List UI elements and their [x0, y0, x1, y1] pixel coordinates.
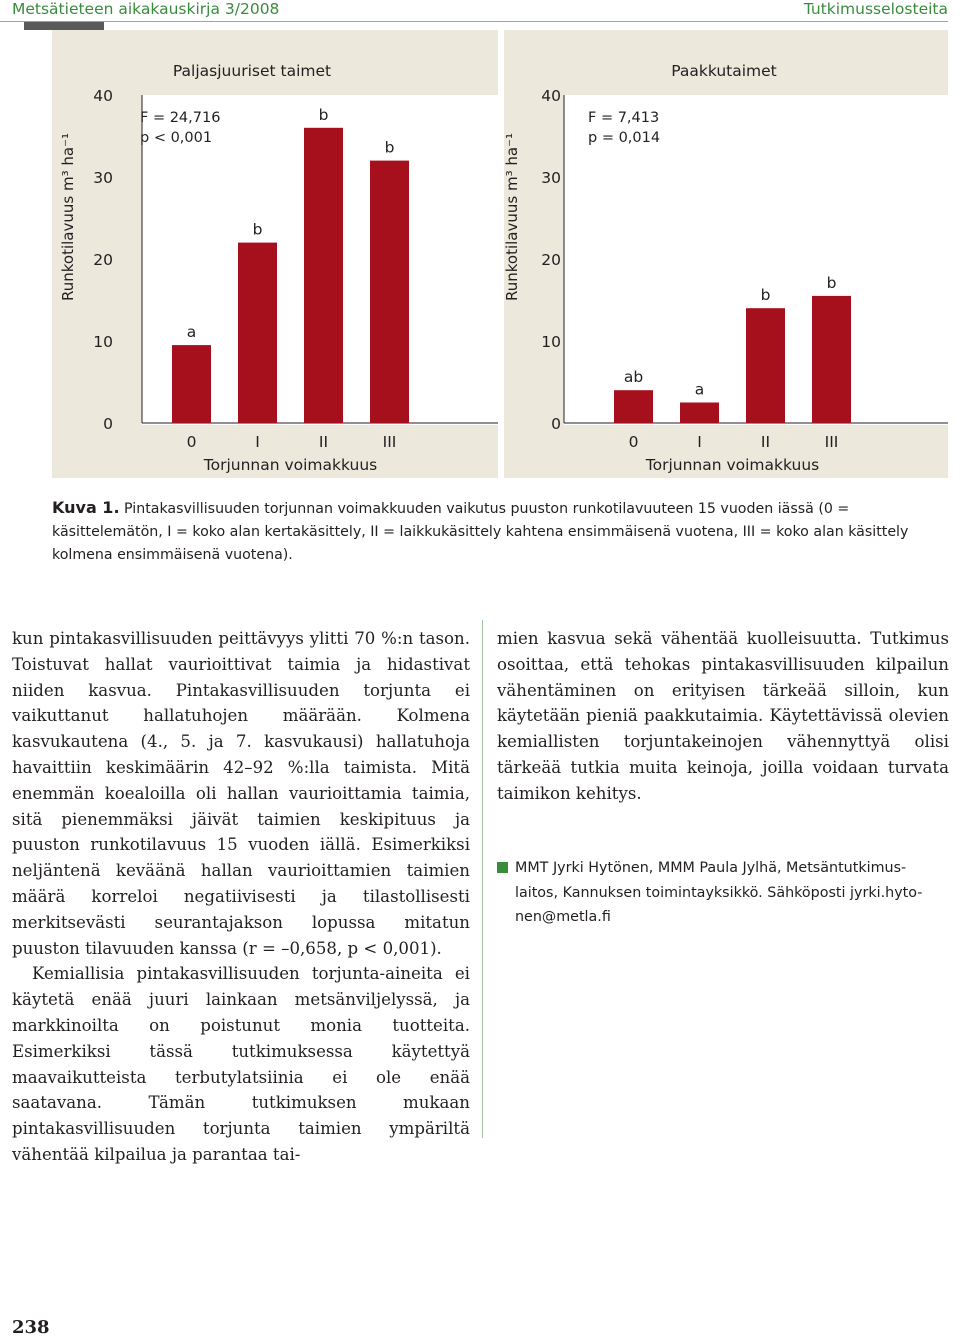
x-tick-label: I [697, 433, 702, 451]
author-line: nen@metla.fi [515, 909, 611, 925]
y-tick-label: 0 [551, 415, 561, 433]
chart-bare-root-seedlings [52, 30, 498, 478]
journal-issue: 3/2008 [224, 0, 280, 18]
bar [614, 390, 653, 423]
body-column-right [497, 626, 949, 807]
body-column-left [12, 626, 470, 1168]
bar-significance-label: b [384, 138, 395, 157]
x-tick-label: III [824, 433, 839, 451]
chart-title: Paljasjuuriset taimet [172, 62, 332, 80]
author-info [497, 856, 949, 930]
caption-label: Kuva 1. [52, 498, 120, 517]
y-tick-label: 30 [541, 169, 561, 187]
y-tick-label: 20 [541, 251, 561, 269]
bar [370, 161, 409, 423]
x-tick-label: 0 [628, 433, 639, 451]
bar [304, 128, 343, 423]
page-number: 238 [12, 1317, 50, 1338]
header-mark [24, 22, 104, 30]
y-axis-label: Runkotilavuus m³ ha⁻¹ [59, 133, 77, 301]
author-line: MMT Jyrki Hytönen, MMM Paula Jylhä, Metsäntutkimus- [515, 860, 907, 876]
chart-container-seedlings [504, 30, 948, 478]
author-line: laitos, Kannuksen toimintayksikkö. Sähköposti jyrki.hyto- [515, 884, 923, 901]
y-tick-label: 40 [541, 87, 561, 105]
y-tick-label: 20 [93, 251, 113, 269]
body-paragraph: mien kasvua sekä vähentää kuolleisuutta. Tutkimus osoittaa, että tehokas pintakasvillisuuden kilpailun vähentäminen on erityisen tärkeää silloin, kun käytetään pieniä paakkutaimia. Käytettävissä olevien kemiallisten torjuntakeinojen vähennyttyä olisi tärkeää tutkia muita keinoja, joilla voidaan turvata taimikon kehitys. [497, 629, 949, 803]
stats-text: F = 7,413 [588, 110, 660, 126]
bar-significance-label: a [694, 380, 705, 399]
journal-title: Metsätieteen aikakauskirja [12, 0, 220, 18]
x-tick-label: III [382, 433, 397, 451]
x-tick-label: I [255, 433, 260, 451]
chart-title: Paakkutaimet [671, 62, 777, 80]
bar-significance-label: b [760, 286, 771, 305]
y-tick-label: 10 [93, 333, 113, 351]
bar-significance-label: b [826, 273, 837, 292]
y-axis-label: Runkotilavuus m³ ha⁻¹ [503, 133, 521, 301]
journal-header [12, 0, 279, 18]
column-divider [482, 620, 483, 1138]
section-title: Tutkimusselosteita [803, 0, 948, 18]
x-tick-label: II [318, 433, 329, 451]
x-tick-label: 0 [186, 433, 197, 451]
stats-text: p < 0,001 [140, 130, 213, 146]
bar [812, 296, 851, 423]
bar [238, 243, 277, 423]
bar-significance-label: b [252, 220, 263, 239]
bar-significance-label: a [186, 323, 197, 342]
y-tick-label: 40 [93, 87, 113, 105]
bar [746, 308, 785, 423]
bullet-square-icon [497, 862, 508, 873]
header-rule [0, 21, 948, 22]
y-tick-label: 0 [103, 415, 113, 433]
stats-text: p = 0,014 [588, 130, 661, 146]
caption-text: Pintakasvillisuuden torjunnan voimakkuuden vaikutus puuston runkotilavuuteen 15 vuoden iässä (0 = käsittelemätön, I = koko alan kertakäsittely, II = laikkukäsittely kahtena ensimmäisenä vuotena, III = koko alan käsittely kolmena ensimmäisenä vuotena). [52, 501, 909, 563]
bar-significance-label: ab [623, 368, 644, 387]
bar [680, 403, 719, 424]
bar [172, 345, 211, 423]
body-paragraph: Kemiallisia pintakasvillisuuden torjunta-aineita ei käytetä enää juuri lainkaan metsänviljelyssä, ja markkinoilta on poistunut monia tuotteita. Esimerkiksi tässä tutkimuksessa käytettyä maavaikutteista terbutylatsiinia ei ole enää saatavana. Tämän tutkimuksen mukaan pintakasvillisuuden torjunta taimien ympäriltä vähentää kilpailua ja parantaa tai- [12, 964, 470, 1164]
x-axis-label: Torjunnan voimakkuus [645, 456, 820, 474]
stats-text: F = 24,716 [140, 110, 221, 126]
y-tick-label: 30 [93, 169, 113, 187]
figure-caption [52, 496, 948, 567]
x-axis-label: Torjunnan voimakkuus [203, 456, 378, 474]
bar-significance-label: b [318, 105, 329, 124]
x-tick-label: II [760, 433, 771, 451]
body-paragraph: kun pintakasvillisuuden peittävyys ylitti 70 %:n tason. Toistuvat hallat vaurioittivat taimia ja hidastivat niiden kasvua. Pintakasvillisuuden torjunta ei vaikuttanut hallatuhojen määrään. Kolmena kasvukautena (4., 5. ja 7. kasvukausi) hallatuhoja havaittiin keskimäärin 42–92 %:lla taimista. Mitä enemmän koealoilla oli hallan vaurioittamia taimia, sitä pienemmäksi jäivät taimien keskipituus ja puuston runkotilavuus 15 vuoden iällä. Esimerkiksi neljäntenä keväänä hallan vaurioittamien taimien määrä korreloi negatiivisesti ja tilastollisesti merkitsevästi seurantajakson lopussa mitatun puuston tilavuuden kanssa (r = –0,658, p < 0,001). [12, 629, 470, 958]
y-tick-label: 10 [541, 333, 561, 351]
